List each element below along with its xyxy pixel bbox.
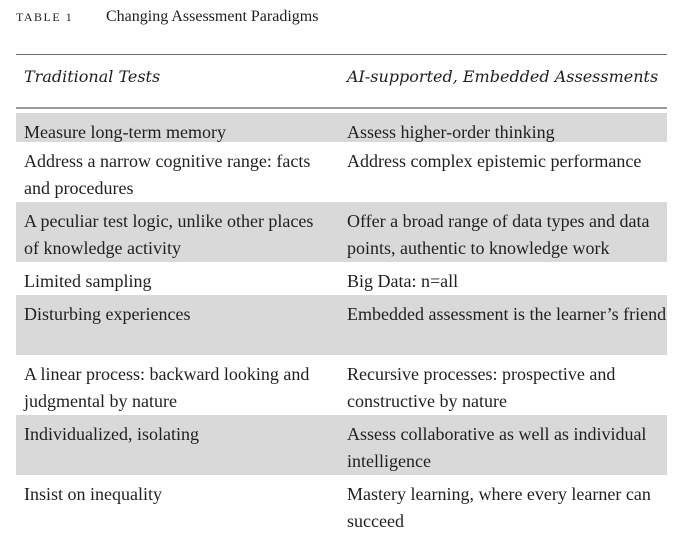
table-cell-ai-supported: Assess collaborative as well as individual intelligence	[347, 424, 647, 471]
table-caption	[16, 6, 318, 28]
table-cell-ai-supported: Offer a broad range of data types and data points, authentic to knowledge work	[347, 211, 650, 258]
table-cell-traditional: Insist on inequality	[24, 484, 162, 504]
table-cell-traditional: Limited sampling	[24, 271, 152, 291]
table-row	[16, 415, 667, 475]
table-row	[16, 113, 667, 142]
table-row	[16, 475, 667, 535]
table-cell-traditional: A peculiar test logic, unlike other places of knowledge activity	[24, 211, 314, 258]
table-row	[16, 295, 667, 355]
table-cell-traditional: Address a narrow cognitive range: facts and procedures	[24, 151, 311, 198]
table-cell-ai-supported: Big Data: n=all	[347, 271, 459, 291]
table-cell-traditional: Measure long-term memory	[24, 122, 226, 142]
table-body	[16, 113, 667, 535]
table-cell-ai-supported: Recursive processes: prospective and constructive by nature	[347, 364, 616, 411]
table-cell-ai-supported: Embedded assessment is the learner’s friend	[347, 304, 667, 324]
table-cell-traditional: Individualized, isolating	[24, 424, 199, 444]
table-title: Changing Assessment Paradigms	[106, 8, 319, 25]
table-header-row	[16, 55, 667, 109]
table-number: TABLE 1	[16, 9, 74, 24]
table-row	[16, 355, 667, 415]
table-cell-traditional: Disturbing experiences	[24, 304, 191, 324]
table-cell-traditional: A linear process: backward looking and judgmental by nature	[24, 364, 310, 411]
table-row	[16, 142, 667, 202]
table-cell-ai-supported: Mastery learning, where every learner can succeed	[347, 484, 651, 531]
table-row	[16, 262, 667, 295]
table-row	[16, 202, 667, 262]
table-cell-ai-supported: Assess higher-order thinking	[347, 122, 555, 142]
column-header-ai-supported: AI-supported, Embedded Assessments	[347, 67, 659, 86]
table-cell-ai-supported: Address complex epistemic performance	[347, 151, 642, 171]
column-header-traditional: Traditional Tests	[24, 67, 161, 86]
